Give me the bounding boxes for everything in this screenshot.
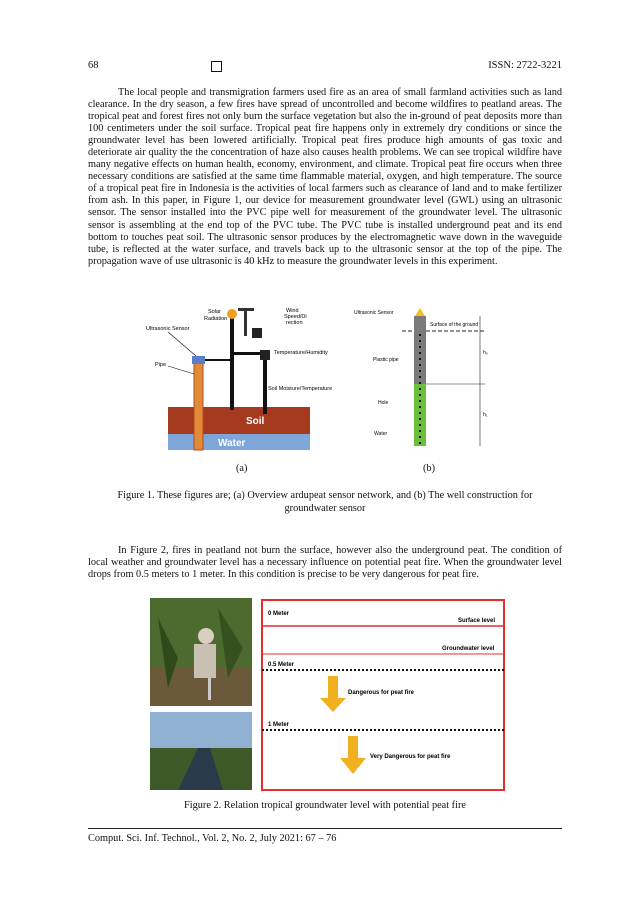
- svg-text:h₁: h₁: [483, 412, 488, 418]
- svg-text:Water: Water: [374, 431, 388, 437]
- svg-text:Ultrasonic Sensor: Ultrasonic Sensor: [354, 310, 394, 316]
- ultrasonic-sensor-icon: [415, 308, 425, 316]
- ultrasonic-sensor-box: [192, 356, 205, 364]
- footer-citation: Comput. Sci. Inf. Technol., Vol. 2, No. 2, July 2021: 67 – 76: [88, 833, 337, 844]
- wind-sensor: [252, 328, 262, 338]
- svg-text:Surface level: Surface level: [458, 618, 496, 624]
- square-icon: [211, 61, 222, 72]
- body-paragraph-1: The local people and transmigration farmers used fire as an area of small farmland activities such as land clearance. In the dry season, a few fires have spread of uncontrolled and become wildfires to peatland areas. The tropical peat and forest fires not only burn the surface vegetation but also the in-ground of peat deposits more than 100 centimeters under the soil surface. Tropical peat fire happens only in extremely dry conditions or since the groundwater level has been lowered artificially. Tropical peat fires produce high amounts of gas toxic and deteriorate air quality the the concentration of haze also causes health problems. We can see tropical wildfire have many negative effects on human health, economy, environment, and climate. Tropical peat fire occurs when three necessary conditions are satisfied at the same time flammable material, oxygen, and high temperature. The source of a tropical peat fire in Indonesia is the activities of local farmers such as clearance of land and to make fertilizer from ash. In this paper, in Figure 1, our device for measurement groundwater level (GWL) using an ultrasonic sensor. The sensor installed into the PVC pipe well for measurement of the groundwater level. The ultrasonic sensor is assembling at the end top of the PVC tube. The PVC tube is installed underground peat and its end bottom to touches peat soil. The ultrasonic sensor produces by the electromagnetic wave down in the waveguide tube, is reflected at the water surface, and travels back up to the ultrasonic sensor at the top of the pipe. The propagation wave of use ultrasonic is 40 kHz to measure the groundwater levels in this experiment.: [88, 87, 562, 267]
- water-label: Water: [218, 438, 246, 449]
- figure-1-caption: Figure 1. These figures are; (a) Overview ardupeat sensor network, and (b) The well construction for groundwater sensor: [117, 490, 533, 514]
- figure-2: [148, 598, 508, 794]
- body-paragraph-2: In Figure 2, fires in peatland not burn the surface, however also the underground peat. The condition of local weather and groundwater level has a necessary influence on potential peat fire. When the groundwater level drops from 0.5 meters to 1 meter. In this condition is precise to be very dangerous for peat fire.: [88, 545, 562, 581]
- svg-text:Very Dangerous for peat fire: Very Dangerous for peat fire: [370, 754, 451, 760]
- page-number: 68: [88, 60, 99, 71]
- svg-text:Temperature/Humidity: Temperature/Humidity: [274, 350, 328, 356]
- svg-text:rection: rection: [286, 320, 303, 326]
- figure-1b-label: (b): [423, 463, 436, 474]
- figure-1a-label: (a): [236, 463, 248, 474]
- svg-text:Groundwater level: Groundwater level: [442, 646, 495, 652]
- pipe: [194, 362, 203, 450]
- soil-layer: [168, 407, 310, 434]
- figure-1b-diagram: [354, 308, 488, 446]
- mast-pole: [230, 318, 234, 410]
- figure-1a-diagram: [146, 308, 332, 450]
- svg-text:0.5 Meter: 0.5 Meter: [268, 662, 295, 668]
- sun-icon: [227, 309, 237, 319]
- figure-1: [140, 304, 500, 454]
- issn: ISSN: 2722-3221: [488, 60, 562, 71]
- page-header: [88, 60, 562, 78]
- svg-text:Ultrasonic Sensor: Ultrasonic Sensor: [146, 326, 190, 332]
- svg-text:Dangerous for peat fire: Dangerous for peat fire: [348, 690, 415, 696]
- svg-text:Wind: Wind: [286, 308, 299, 314]
- svg-text:Pipe: Pipe: [155, 362, 167, 368]
- svg-text:Plastic pipe: Plastic pipe: [373, 357, 399, 363]
- svg-text:1 Meter: 1 Meter: [268, 722, 290, 728]
- photo-peat-worker: [150, 598, 252, 706]
- svg-text:0 Meter: 0 Meter: [268, 611, 290, 617]
- figure-2-caption: Figure 2. Relation tropical groundwater level with potential peat fire: [184, 800, 466, 811]
- svg-text:Hole: Hole: [378, 400, 389, 406]
- svg-text:Speed/Di: Speed/Di: [284, 314, 307, 320]
- svg-text:Surface of the ground: Surface of the ground: [430, 322, 479, 328]
- photo-peat-canal: [150, 712, 252, 790]
- svg-text:Solar: Solar: [208, 309, 221, 315]
- plastic-pipe: [414, 316, 426, 384]
- footer-rule: [88, 828, 562, 829]
- svg-text:Radiation: Radiation: [204, 316, 228, 322]
- svg-text:Soil Moisture/Temperature: Soil Moisture/Temperature: [268, 386, 333, 392]
- soil-label: Soil: [246, 416, 265, 427]
- svg-text:h₀: h₀: [483, 350, 488, 356]
